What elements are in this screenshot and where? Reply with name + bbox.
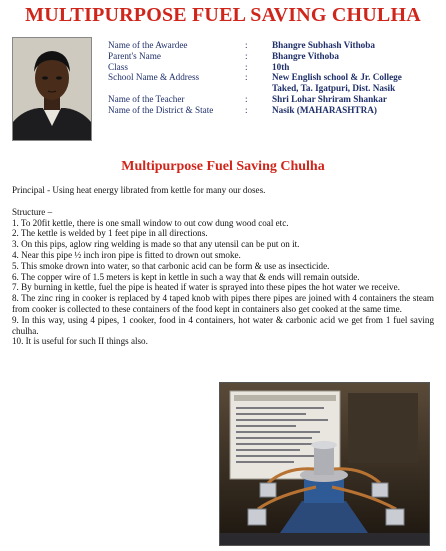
awardee-details	[108, 40, 438, 116]
detail-value: Bhangre Vithoba	[272, 50, 339, 61]
structure-point: 2. The kettle is welded by 1 feet pipe in all directions.	[12, 228, 208, 239]
awardee-photo	[12, 37, 92, 141]
detail-value: 10th	[272, 61, 290, 72]
detail-value: New English school & Jr. College Taked, Ta. Igatpuri, Dist. Nasik	[272, 72, 402, 94]
structure-heading: Structure –	[12, 206, 53, 217]
structure-point: 7. By burning in kettle, fuel the pipe is heated if water is sprayed into these pipes the hot water we receive.	[12, 282, 400, 293]
detail-value: Bhangre Subhash Vithoba	[272, 40, 375, 50]
structure-point: 9. In this way, using 4 pipes, 1 cooker, food in 4 containers, hot water & carbonic acid we get from 1 fuel saving chulha.	[12, 314, 434, 336]
detail-label: Name of the District & State	[108, 104, 214, 115]
detail-row-teacher: Name of the Teacher : Shri Lohar Shriram Shankar	[108, 93, 387, 104]
detail-label: Parent's Name	[108, 50, 161, 61]
page-title: MULTIPURPOSE FUEL SAVING CHULHA	[25, 4, 421, 26]
chulha-photo	[219, 382, 430, 546]
structure-point: 3. On this pips, aglow ring welding is made so that any utensil can be put on it.	[12, 239, 300, 250]
detail-label: Class	[108, 61, 128, 72]
principal-text: Principal - Using heat energy librated from kettle for many our doses.	[12, 185, 266, 195]
detail-row-awardee: Name of the Awardee : Bhangre Subhash Vithoba	[108, 40, 375, 50]
structure-point: 8. The zinc ring in cooker is replaced by 4 taped knob with pipes there pipes are joined with 4 containers the steam from cooker is collected to these containers of the food kept in containers also get cooked at the same time.	[12, 293, 434, 314]
structure-point: 5. This smoke drown into water, so that carbonic acid can be form & use as insecticide.	[12, 260, 330, 271]
project-title: Multipurpose Fuel Saving Chulha	[121, 159, 325, 174]
detail-value: Shri Lohar Shriram Shankar	[272, 93, 387, 104]
structure-point: 1. To 20fit kettle, there is one small window to out cow dung wood coal etc.	[12, 217, 289, 228]
structure-point: 10. It is useful for such II things also.	[12, 336, 148, 347]
structure-point: 6. The copper wire of 1.5 meters is kept in kettle in such a way that & ends will remain outside.	[12, 271, 360, 282]
detail-row-parent: Parent's Name : Bhangre Vithoba	[108, 50, 339, 61]
detail-label: School Name & Address	[108, 72, 200, 83]
detail-row-district: Name of the District & State : Nasik (MAHARASHTRA)	[108, 104, 377, 115]
structure-point: 4. Near this pipe ½ inch iron pipe is fitted to drown out smoke.	[12, 249, 241, 260]
detail-row-class: Class : 10th	[108, 61, 290, 72]
detail-value: Nasik (MAHARASHTRA)	[272, 104, 377, 115]
project-description	[12, 185, 434, 347]
detail-row-school: School Name & Address : New English school & Jr. College Taked, Ta. Igatpuri, Dist. Nasik	[108, 72, 402, 94]
detail-label: Name of the Teacher	[108, 93, 185, 104]
detail-label: Name of the Awardee	[108, 40, 188, 50]
